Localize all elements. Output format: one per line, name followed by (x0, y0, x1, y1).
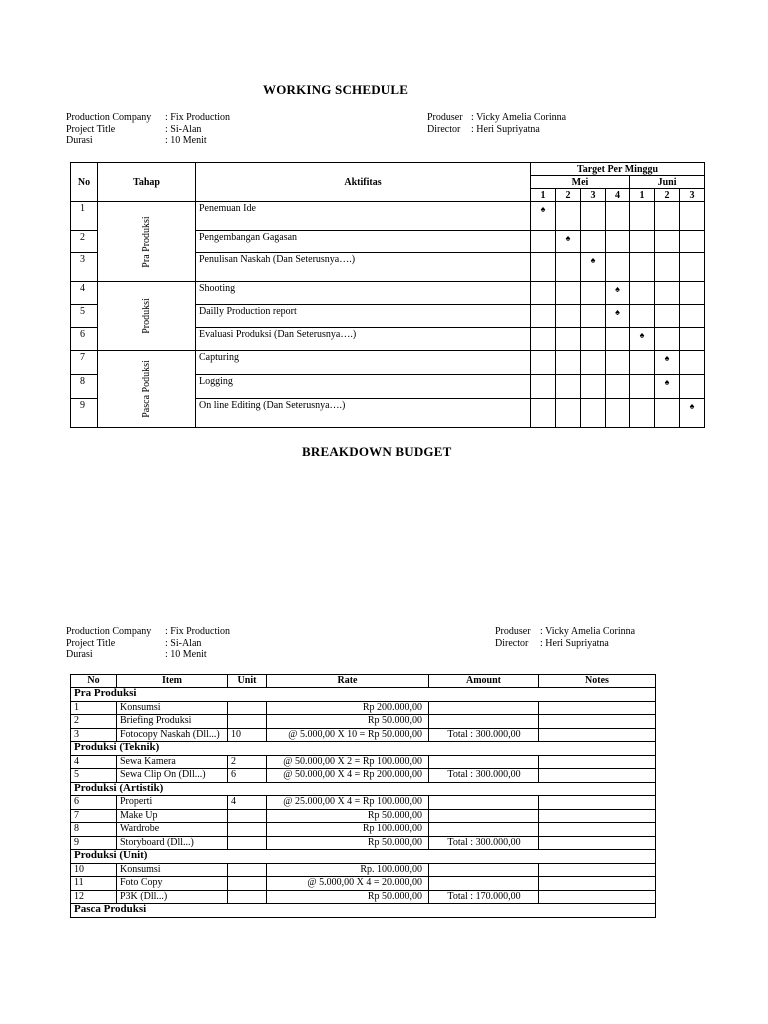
week-cell (655, 202, 680, 231)
budget-rate: @ 50.000,00 X 2 = Rp 100.000,00 (267, 755, 429, 769)
budget-notes (539, 809, 656, 823)
budget-section-row (71, 782, 656, 796)
budget-section-row (71, 850, 656, 864)
budget-notes (539, 715, 656, 729)
budget-item: Foto Copy (117, 877, 228, 891)
header-week: 3 (581, 189, 606, 202)
week-cell (680, 202, 705, 231)
schedule-marker-icon: ♠ (639, 330, 645, 340)
budget-notes (539, 755, 656, 769)
week-cell (630, 253, 655, 282)
budget-row (71, 701, 656, 715)
row-number: 2 (71, 231, 98, 253)
week-cell (606, 202, 630, 231)
budget-amount (429, 863, 539, 877)
budget-row (71, 890, 656, 904)
budget-unit (228, 701, 267, 715)
week-cell (531, 282, 556, 305)
budget-rate: Rp 100.000,00 (267, 823, 429, 837)
budget-amount (429, 877, 539, 891)
week-cell (655, 282, 680, 305)
week-cell (655, 253, 680, 282)
header-tahap: Tahap (98, 163, 196, 202)
week-cell (556, 328, 581, 351)
budget-unit: 2 (228, 755, 267, 769)
budget-no: 1 (71, 701, 117, 715)
budget-no: 3 (71, 728, 117, 742)
budget-item: Konsumsi (117, 701, 228, 715)
section-title: Produksi (Teknik) (71, 742, 656, 756)
budget-amount (429, 809, 539, 823)
week-cell (655, 328, 680, 351)
row-number: 9 (71, 399, 98, 428)
budget-amount (429, 755, 539, 769)
budget-info-right (495, 626, 635, 649)
budget-row (71, 863, 656, 877)
budget-item: Sewa Clip On (Dll...) (117, 769, 228, 783)
week-cell (556, 375, 581, 399)
week-cell (556, 282, 581, 305)
budget-no: 8 (71, 823, 117, 837)
budget-row (71, 769, 656, 783)
info-value: : 10 Menit (165, 135, 207, 146)
week-cell (556, 202, 581, 231)
budget-no: 11 (71, 877, 117, 891)
week-cell (531, 375, 556, 399)
week-cell (581, 282, 606, 305)
budget-section-row (71, 688, 656, 702)
budget-section-row (71, 904, 656, 918)
budget-unit (228, 836, 267, 850)
week-cell (655, 375, 680, 399)
schedule-row (71, 351, 705, 375)
week-cell (630, 328, 655, 351)
week-cell (606, 328, 630, 351)
budget-rate: Rp 50.000,00 (267, 890, 429, 904)
activity-cell: Dailly Production report (196, 305, 531, 328)
header-amount: Amount (429, 675, 539, 688)
budget-no: 12 (71, 890, 117, 904)
week-cell (531, 305, 556, 328)
week-cell (680, 375, 705, 399)
header-week: 2 (556, 189, 581, 202)
week-cell (680, 231, 705, 253)
budget-no: 2 (71, 715, 117, 729)
info-value: : Si-Alan (165, 123, 202, 135)
week-cell (655, 351, 680, 375)
info-value: : Vicky Amelia Corinna (471, 112, 567, 123)
week-cell (531, 399, 556, 428)
activity-cell: Evaluasi Produksi (Dan Seterusnya….) (196, 328, 531, 351)
budget-notes (539, 701, 656, 715)
schedule-marker-icon: ♠ (565, 233, 571, 243)
budget-item: Wardrobe (117, 823, 228, 837)
week-cell (630, 282, 655, 305)
row-number: 5 (71, 305, 98, 328)
info-value: : Heri Supriyatna (540, 637, 609, 649)
stage-cell (98, 282, 196, 351)
week-cell (680, 282, 705, 305)
budget-no: 6 (71, 796, 117, 810)
header-week: 2 (655, 189, 680, 202)
schedule-row (71, 282, 705, 305)
week-cell (531, 231, 556, 253)
row-number: 7 (71, 351, 98, 375)
budget-notes (539, 836, 656, 850)
schedule-marker-icon: ♠ (615, 284, 620, 294)
week-cell (556, 399, 581, 428)
budget-notes (539, 728, 656, 742)
info-label: Durasi (66, 135, 93, 146)
week-cell (581, 253, 606, 282)
budget-rate: Rp. 100.000,00 (267, 863, 429, 877)
header-month-juni: Juni (630, 176, 705, 189)
header-week: 3 (680, 189, 705, 202)
schedule-marker-icon: ♠ (540, 204, 546, 214)
week-cell (606, 253, 630, 282)
budget-unit (228, 877, 267, 891)
week-cell (655, 399, 680, 428)
header-no: No (71, 163, 98, 202)
week-cell (630, 351, 655, 375)
budget-item: Briefing Produksi (117, 715, 228, 729)
stage-cell (98, 351, 196, 428)
budget-unit: 6 (228, 769, 267, 783)
info-label: Director (427, 123, 461, 135)
week-cell (556, 253, 581, 282)
budget-amount: Total : 300.000,00 (429, 728, 539, 742)
budget-notes (539, 863, 656, 877)
header-week: 1 (630, 189, 655, 202)
budget-row (71, 755, 656, 769)
week-cell (556, 231, 581, 253)
schedule-title: WORKING SCHEDULE (263, 82, 409, 97)
budget-item: Properti (117, 796, 228, 810)
budget-amount: Total : 300.000,00 (429, 836, 539, 850)
schedule-row (71, 202, 705, 231)
info-value: : Heri Supriyatna (471, 123, 540, 135)
week-cell (606, 231, 630, 253)
week-cell (655, 231, 680, 253)
activity-cell: On line Editing (Dan Seterusnya….) (196, 399, 531, 428)
budget-item: P3K (Dll...) (117, 890, 228, 904)
budget-rate: Rp 50.000,00 (267, 715, 429, 729)
schedule-info-right (427, 112, 566, 135)
budget-row (71, 836, 656, 850)
week-cell (581, 351, 606, 375)
info-label: Produser (495, 626, 531, 637)
header-week: 4 (606, 189, 630, 202)
budget-notes (539, 823, 656, 837)
budget-unit (228, 890, 267, 904)
week-cell (606, 305, 630, 328)
budget-no: 10 (71, 863, 117, 877)
budget-rate: @ 50.000,00 X 4 = Rp 200.000,00 (267, 769, 429, 783)
week-cell (630, 305, 655, 328)
week-cell (680, 305, 705, 328)
header-week: 1 (531, 189, 556, 202)
schedule-marker-icon: ♠ (590, 255, 596, 265)
week-cell (606, 282, 630, 305)
week-cell (581, 399, 606, 428)
section-title: Pasca Produksi (71, 904, 656, 918)
breakdown-budget-table (70, 674, 656, 918)
week-cell (630, 231, 655, 253)
budget-unit (228, 823, 267, 837)
activity-cell: Shooting (196, 282, 531, 305)
section-title: Produksi (Artistik) (71, 782, 656, 796)
budget-row (71, 823, 656, 837)
header-month-mei: Mei (531, 176, 630, 189)
budget-unit: 10 (228, 728, 267, 742)
budget-item: Konsumsi (117, 863, 228, 877)
budget-rate: @ 5.000,00 X 10 = Rp 50.000,00 (267, 728, 429, 742)
info-label: Durasi (66, 649, 93, 660)
week-cell (630, 399, 655, 428)
stage-label: Pra Produksi (140, 215, 152, 268)
budget-title: BREAKDOWN BUDGET (302, 444, 452, 459)
budget-amount (429, 701, 539, 715)
stage-label: Produksi (140, 298, 152, 334)
budget-amount (429, 715, 539, 729)
activity-cell: Capturing (196, 351, 531, 375)
budget-no: 7 (71, 809, 117, 823)
header-aktifitas: Aktifitas (196, 163, 531, 202)
week-cell (556, 351, 581, 375)
week-cell (556, 305, 581, 328)
budget-unit (228, 863, 267, 877)
budget-no: 5 (71, 769, 117, 783)
budget-rate: Rp 50.000,00 (267, 836, 429, 850)
week-cell (606, 399, 630, 428)
week-cell (581, 231, 606, 253)
activity-cell: Logging (196, 375, 531, 399)
info-label: Project Title (66, 637, 116, 649)
budget-info-left (66, 626, 230, 661)
budget-no: 9 (71, 836, 117, 850)
stage-label: Pasca Poduksi (140, 360, 152, 418)
week-cell (630, 202, 655, 231)
budget-unit (228, 809, 267, 823)
info-label: Director (495, 637, 529, 649)
info-value: : Vicky Amelia Corinna (540, 626, 636, 637)
budget-notes (539, 890, 656, 904)
header-no: No (71, 675, 117, 688)
row-number: 3 (71, 253, 98, 282)
week-cell (531, 328, 556, 351)
header-item: Item (117, 675, 228, 688)
activity-cell: Penulisan Naskah (Dan Seterusnya….) (196, 253, 531, 282)
info-label: Produser (427, 112, 463, 123)
activity-cell: Penemuan Ide (196, 202, 531, 231)
section-title: Pra Produksi (71, 688, 656, 702)
info-value: : 10 Menit (165, 649, 207, 660)
week-cell (531, 253, 556, 282)
budget-item: Make Up (117, 809, 228, 823)
stage-cell (98, 202, 196, 282)
week-cell (581, 328, 606, 351)
week-cell (680, 253, 705, 282)
week-cell (655, 305, 680, 328)
row-number: 1 (71, 202, 98, 231)
week-cell (581, 202, 606, 231)
budget-rate: Rp 50.000,00 (267, 809, 429, 823)
budget-rate: Rp 200.000,00 (267, 701, 429, 715)
budget-item: Sewa Kamera (117, 755, 228, 769)
info-value: : Fix Production (165, 112, 231, 123)
week-cell (606, 375, 630, 399)
info-value: : Si-Alan (165, 637, 202, 649)
week-cell (581, 375, 606, 399)
budget-no: 4 (71, 755, 117, 769)
week-cell (630, 375, 655, 399)
header-target: Target Per Minggu (531, 163, 705, 176)
budget-section-row (71, 742, 656, 756)
working-schedule-table (70, 162, 705, 428)
schedule-marker-icon: ♠ (664, 353, 670, 363)
budget-row (71, 877, 656, 891)
info-label: Production Company (66, 112, 152, 123)
schedule-marker-icon: ♠ (689, 401, 695, 411)
budget-row (71, 728, 656, 742)
budget-amount: Total : 300.000,00 (429, 769, 539, 783)
section-title: Produksi (Unit) (71, 850, 656, 864)
budget-unit: 4 (228, 796, 267, 810)
budget-notes (539, 769, 656, 783)
schedule-info-left (66, 112, 230, 147)
week-cell (680, 328, 705, 351)
budget-rate: @ 5.000,00 X 4 = 20.000,00 (267, 877, 429, 891)
budget-row (71, 796, 656, 810)
budget-amount: Total : 170.000,00 (429, 890, 539, 904)
week-cell (531, 202, 556, 231)
week-cell (581, 305, 606, 328)
budget-unit (228, 715, 267, 729)
row-number: 6 (71, 328, 98, 351)
info-value: : Fix Production (165, 626, 231, 637)
schedule-marker-icon: ♠ (615, 307, 620, 317)
budget-row (71, 809, 656, 823)
budget-row (71, 715, 656, 729)
activity-cell: Pengembangan Gagasan (196, 231, 531, 253)
info-label: Project Title (66, 123, 116, 135)
budget-rate: @ 25.000,00 X 4 = Rp 100.000,00 (267, 796, 429, 810)
week-cell (680, 399, 705, 428)
budget-item: Storyboard (Dll...) (117, 836, 228, 850)
week-cell (531, 351, 556, 375)
header-notes: Notes (539, 675, 656, 688)
schedule-marker-icon: ♠ (664, 377, 670, 387)
budget-notes (539, 796, 656, 810)
budget-amount (429, 796, 539, 810)
budget-item: Fotocopy Naskah (Dll...) (117, 728, 228, 742)
row-number: 8 (71, 375, 98, 399)
budget-amount (429, 823, 539, 837)
week-cell (680, 351, 705, 375)
info-label: Production Company (66, 626, 152, 637)
row-number: 4 (71, 282, 98, 305)
week-cell (606, 351, 630, 375)
header-rate: Rate (267, 675, 429, 688)
budget-notes (539, 877, 656, 891)
header-unit: Unit (228, 675, 267, 688)
